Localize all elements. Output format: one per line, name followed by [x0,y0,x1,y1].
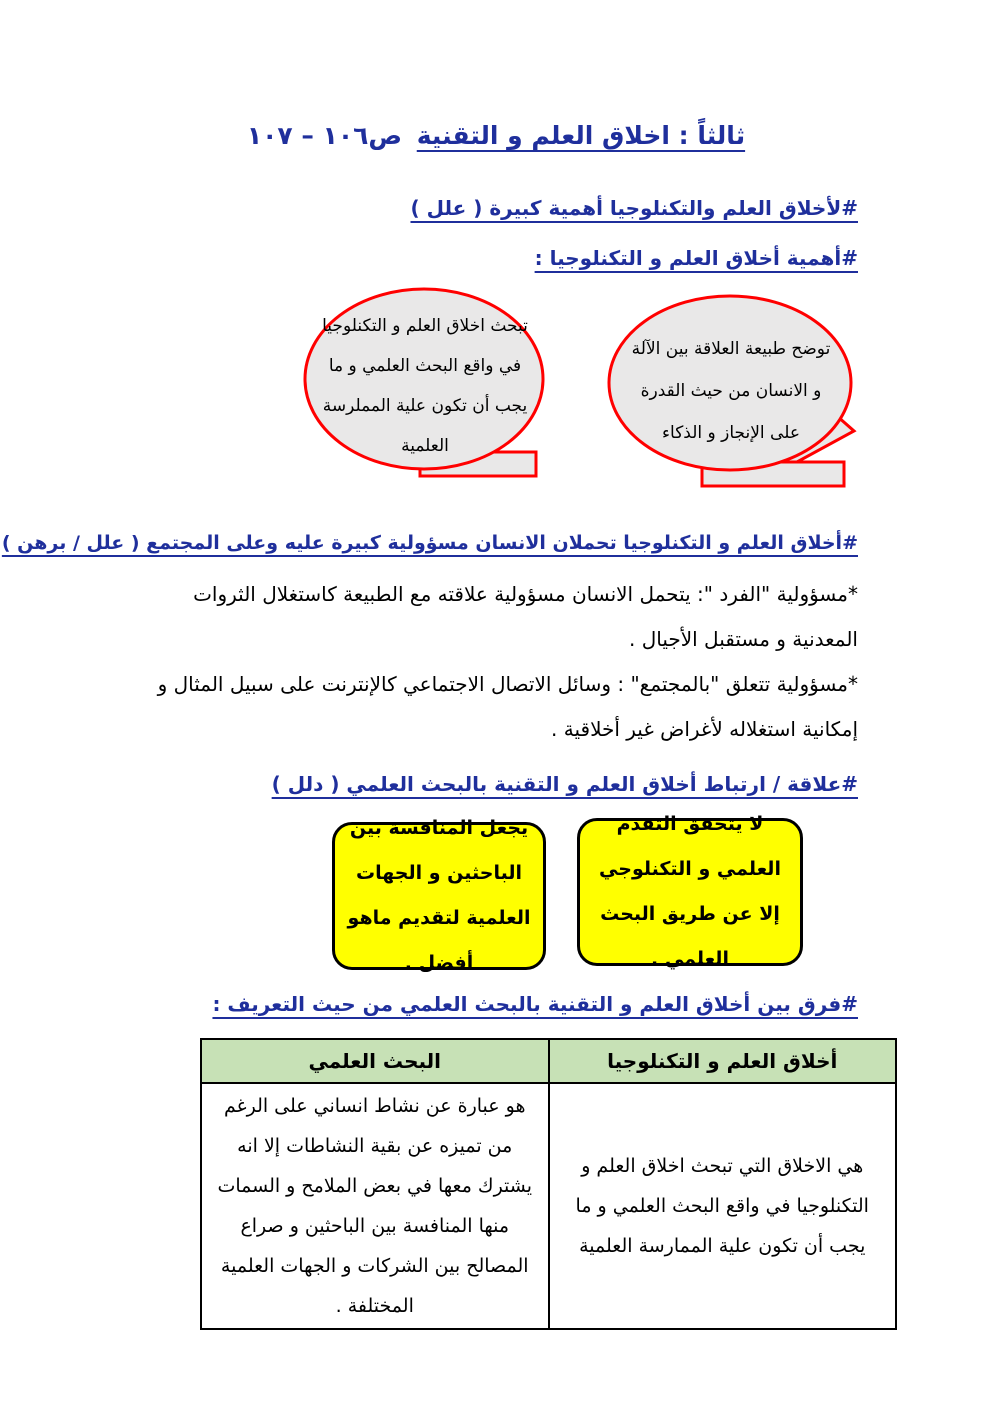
speech-bubble-left-text: تبحث اخلاق العلم و التكنلوجيا في واقع البحث العلمي و ما يجب أن تكون علية المملرسة العلمية [322,316,528,456]
table-body-row [201,1083,896,1329]
table-cell-ethics-definition: هي الاخلاق التي تبحث اخلاق العلم و التكنلوجيا في واقع البحث العلمي و ما يجب أن تكون علية الممارسة العلمية [549,1083,897,1329]
callout-box-competition [332,817,546,974]
paragraph-society-responsibility: *مسؤولية تتعلق "بالمجتمع" : وسائل الاتصال الاجتماعي كالإنترنت على سبيل المثال و إمكانية استغلاله لأغراض غير أخلاقية . [157,672,858,741]
table-cell-research-definition: هو عبارة عن نشاط انساني على الرغم من تميزه عن بقية النشاطات إلا انه يشترك معها في بعض الملامح و السمات منها المنافسة بين الباحثين و صراع المصالح بين الشركات و الجهات العلمية المختلفة . [201,1083,549,1329]
heading-importance-question: #لأخلاق العلم والتكنلوجيا أهمية كبيرة ( علل ) [410,196,858,220]
page-title [0,121,992,150]
callout-box-progress [577,813,803,970]
paragraph-individual-responsibility: *مسؤولية "الفرد ": يتحمل الانسان مسؤولية علاقته مع الطبيعة كاستغلال الثروات المعدنية و مستقبل الأجيال . [193,582,858,651]
callout-box-competition-text: يجعل المنافسة بين الباحثين و الجهات العلمية لتقديم ماهو أفضل . [347,817,531,974]
page-title-main: ثالثاً : اخلاق العلم و التقنية [416,121,746,150]
callout-box-progress-text: لا يتحقق التقدم العلمي و التكنلوجي إلا عن طريق البحث العلمي . [599,813,781,970]
table-header-ethics: أخلاق العلم و التكنلوجيا [549,1039,897,1083]
heading-difference-definition: #فرق بين أخلاق العلم و التقنية بالبحث العلمي من حيث التعريف : [212,992,858,1016]
page-title-pages: ص١٠٦ – ١٠٧ [246,121,403,150]
table-header-row [201,1039,896,1083]
speech-bubble-right-text: توضح طبيعة العلاقة بين الآلة و الانسان من حيث القدرة على الإنجاز و الذكاء [631,339,831,443]
heading-importance-of-ethics: #أهمية أخلاق العلم و التكنلوجيا : [534,246,858,270]
heading-responsibility: #أخلاق العلم و التكنلوجيا تحملان الانسان مسؤولية كبيرة عليه وعلى المجتمع ( علل / برهن ) [1,532,858,554]
heading-relation-to-research: #علاقة / ارتباط أخلاق العلم و التقنية بالبحث العلمي ( دلل ) [271,772,858,796]
comparison-table [200,1038,897,1330]
table-header-research: البحث العلمي [201,1039,549,1083]
